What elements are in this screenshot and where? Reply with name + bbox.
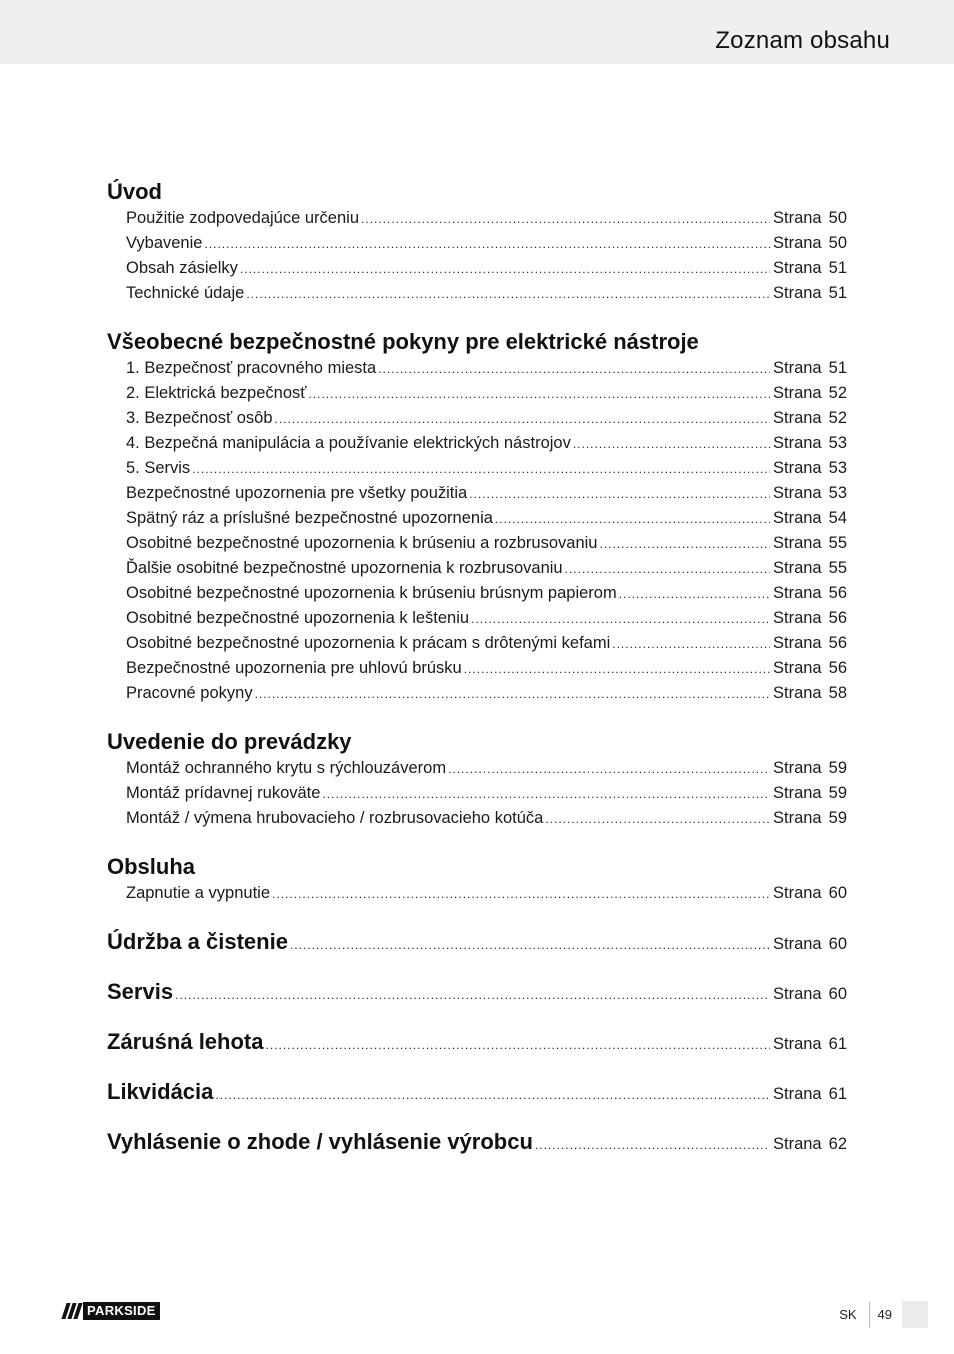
toc-page-ref <box>773 980 847 1008</box>
dot-leader <box>272 882 770 907</box>
toc-entry[interactable] <box>107 481 847 506</box>
toc-section <box>107 978 847 1006</box>
toc-entry-title: Použitie zodpovedajúce určeniu <box>126 209 359 227</box>
page-label: Strana <box>773 1035 822 1053</box>
page-label: Strana <box>773 809 822 827</box>
toc-section <box>107 178 847 306</box>
dot-leader <box>573 432 770 457</box>
page-label: Strana <box>773 384 822 402</box>
dot-leader <box>495 507 770 532</box>
toc-entry-title: Osobitné bezpečnostné upozornenia k lešteniu <box>126 609 470 627</box>
toc-page-ref <box>773 756 847 781</box>
dot-leader <box>361 207 770 232</box>
dot-leader <box>290 931 770 959</box>
toc-page-ref <box>773 256 847 281</box>
toc-entry[interactable] <box>107 456 847 481</box>
page-label: Strana <box>773 759 822 777</box>
page-number: 61 <box>828 1085 847 1103</box>
toc-section <box>107 1078 847 1106</box>
toc-entry-title: Obsah zásielky <box>126 259 238 277</box>
page-label: Strana <box>773 409 822 427</box>
table-of-contents <box>107 178 847 1156</box>
toc-entry[interactable] <box>107 781 847 806</box>
toc-page-ref <box>773 231 847 256</box>
page-label: Strana <box>773 534 822 552</box>
page-label: Strana <box>773 284 822 302</box>
page-number: 51 <box>828 284 847 302</box>
toc-section <box>107 1028 847 1056</box>
language-code: SK <box>839 1307 857 1322</box>
page-label: Strana <box>773 259 822 277</box>
page-label: Strana <box>773 609 822 627</box>
page-number: 60 <box>828 935 847 953</box>
dot-leader <box>599 532 770 557</box>
toc-entry-title: Montáž ochranného krytu s rýchlouzáverom <box>126 759 447 777</box>
toc-entry[interactable] <box>107 556 847 581</box>
toc-entry[interactable] <box>107 206 847 231</box>
page-number: 55 <box>828 559 847 577</box>
toc-entry-title: 1. Bezpečnosť pracovného miesta <box>126 359 377 377</box>
toc-page-ref <box>773 406 847 431</box>
toc-entry-title: Technické údaje <box>126 284 245 302</box>
dot-leader <box>246 282 770 307</box>
page-number: 50 <box>828 209 847 227</box>
toc-page-ref <box>773 481 847 506</box>
page-label: Strana <box>773 659 822 677</box>
page-label: Strana <box>773 509 822 527</box>
toc-entry[interactable] <box>107 431 847 456</box>
section-heading: Servis <box>107 979 174 1004</box>
page-label: Strana <box>773 484 822 502</box>
toc-entry[interactable] <box>107 531 847 556</box>
toc-entry[interactable] <box>107 806 847 831</box>
page-number: 53 <box>828 459 847 477</box>
footer-divider <box>869 1302 870 1328</box>
toc-page-ref <box>773 1130 847 1158</box>
toc-entry-title: Zapnutie a vypnutie <box>126 884 271 902</box>
page-number: 60 <box>828 884 847 902</box>
page-number: 53 <box>828 484 847 502</box>
dot-leader <box>619 582 770 607</box>
page-number: 51 <box>828 259 847 277</box>
toc-entry-title: Pracovné pokyny <box>126 684 253 702</box>
page-label: Strana <box>773 935 822 953</box>
section-heading: Všeobecné bezpečnostné pokyny pre elektrické nástroje <box>107 329 699 354</box>
page-label: Strana <box>773 584 822 602</box>
page-title: Zoznam obsahu <box>715 27 890 54</box>
toc-entry-title: Bezpečnostné upozornenia pre uhlovú brúsku <box>126 659 462 677</box>
toc-entry-title: 5. Servis <box>126 459 191 477</box>
toc-entry[interactable] <box>107 231 847 256</box>
toc-entry-title: Montáž / výmena hrubovacieho / rozbrusovacieho kotúča <box>126 809 544 827</box>
dot-leader <box>255 682 770 707</box>
toc-heading-entry[interactable] <box>107 1028 847 1056</box>
toc-heading-entry[interactable] <box>107 928 847 956</box>
toc-entry[interactable] <box>107 606 847 631</box>
toc-entry-title: Osobitné bezpečnostné upozornenia k brúseniu brúsnym papierom <box>126 584 617 602</box>
header-band <box>0 0 954 64</box>
page-label: Strana <box>773 209 822 227</box>
toc-page-ref <box>773 431 847 456</box>
page-number: 55 <box>828 534 847 552</box>
footer-page-info <box>839 1301 928 1328</box>
page-label: Strana <box>773 985 822 1003</box>
toc-page-ref <box>773 1080 847 1108</box>
toc-entry[interactable] <box>107 581 847 606</box>
page-number: 59 <box>828 759 847 777</box>
toc-page-ref <box>773 456 847 481</box>
page-number: 56 <box>828 609 847 627</box>
page-tab-marker <box>902 1301 928 1328</box>
toc-entry[interactable] <box>107 631 847 656</box>
page-number: 61 <box>828 1035 847 1053</box>
toc-page-ref <box>773 930 847 958</box>
toc-section <box>107 928 847 956</box>
page-label: Strana <box>773 1135 822 1153</box>
dot-leader <box>308 382 770 407</box>
page-label: Strana <box>773 684 822 702</box>
dot-leader <box>240 257 770 282</box>
page-label: Strana <box>773 434 822 452</box>
toc-page-ref <box>773 281 847 306</box>
section-heading: Záruśná lehota <box>107 1029 264 1054</box>
toc-entry[interactable] <box>107 681 847 706</box>
toc-entry[interactable] <box>107 381 847 406</box>
toc-page-ref <box>773 781 847 806</box>
toc-entry-title: Montáž prídavnej rukoväte <box>126 784 321 802</box>
page-number: 56 <box>828 659 847 677</box>
toc-page-ref <box>773 631 847 656</box>
page-number: 59 <box>828 784 847 802</box>
dot-leader <box>464 657 770 682</box>
page-label: Strana <box>773 634 822 652</box>
toc-page-ref <box>773 356 847 381</box>
page-number: 54 <box>828 509 847 527</box>
dot-leader <box>565 557 770 582</box>
page-label: Strana <box>773 359 822 377</box>
dot-leader <box>448 757 770 782</box>
toc-page-ref <box>773 581 847 606</box>
toc-heading-entry[interactable] <box>107 1078 847 1106</box>
toc-page-ref <box>773 381 847 406</box>
toc-page-ref <box>773 656 847 681</box>
page-number: 56 <box>828 634 847 652</box>
page-number: 62 <box>828 1135 847 1153</box>
dot-leader <box>175 981 770 1009</box>
section-heading: Likvidácia <box>107 1079 214 1104</box>
page-number: 49 <box>877 1307 892 1322</box>
dot-leader <box>469 482 770 507</box>
toc-entry[interactable] <box>107 406 847 431</box>
page-number: 53 <box>828 434 847 452</box>
toc-section <box>107 1128 847 1156</box>
section-heading: Údržba a čistenie <box>107 929 288 954</box>
dot-leader <box>265 1031 770 1059</box>
dot-leader <box>204 232 770 257</box>
section-heading: Obsluha <box>107 854 196 879</box>
dot-leader <box>275 407 770 432</box>
toc-entry[interactable] <box>107 881 847 906</box>
dot-leader <box>545 807 770 832</box>
page-number: 60 <box>828 985 847 1003</box>
toc-entry-title: Ďalšie osobitné bezpečnostné upozornenia k rozbrusovaniu <box>126 559 563 577</box>
toc-page-ref <box>773 806 847 831</box>
toc-entry[interactable] <box>107 256 847 281</box>
toc-page-ref <box>773 1030 847 1058</box>
toc-page-ref <box>773 506 847 531</box>
page-number: 52 <box>828 409 847 427</box>
page-number: 52 <box>828 384 847 402</box>
toc-entry-title: 4. Bezpečná manipulácia a používanie elektrických nástrojov <box>126 434 571 452</box>
toc-page-ref <box>773 206 847 231</box>
dot-leader <box>535 1131 770 1159</box>
page-number: 58 <box>828 684 847 702</box>
toc-entry[interactable] <box>107 356 847 381</box>
toc-page-ref <box>773 606 847 631</box>
toc-page-ref <box>773 681 847 706</box>
logo-stripes-icon <box>64 1303 80 1319</box>
toc-entry[interactable] <box>107 656 847 681</box>
toc-entry-title: Spätný ráz a príslušné bezpečnostné upozornenia <box>126 509 493 527</box>
page-label: Strana <box>773 459 822 477</box>
brand-name: PARKSIDE <box>83 1302 160 1320</box>
toc-entry[interactable] <box>107 756 847 781</box>
toc-section <box>107 328 847 706</box>
toc-entry-title: 2. Elektrická bezpečnosť <box>126 384 307 402</box>
toc-entry-title: Osobitné bezpečnostné upozornenia k prácam s drôtenými kefami <box>126 634 611 652</box>
toc-section <box>107 853 847 906</box>
dot-leader <box>192 457 770 482</box>
page-label: Strana <box>773 784 822 802</box>
toc-entry-title: Vybavenie <box>126 234 203 252</box>
toc-heading-entry[interactable] <box>107 1128 847 1156</box>
toc-entry-title: Bezpečnostné upozornenia pre všetky použitia <box>126 484 468 502</box>
dot-leader <box>322 782 770 807</box>
toc-entry[interactable] <box>107 506 847 531</box>
page-label: Strana <box>773 559 822 577</box>
toc-entry-title: Osobitné bezpečnostné upozornenia k brúseniu a rozbrusovaniu <box>126 534 598 552</box>
brand-logo <box>64 1302 176 1320</box>
page-label: Strana <box>773 1085 822 1103</box>
toc-page-ref <box>773 556 847 581</box>
section-heading: Vyhlásenie o zhode / vyhlásenie výrobcu <box>107 1129 533 1154</box>
toc-page-ref <box>773 531 847 556</box>
toc-entry-title: 3. Bezpečnosť osôb <box>126 409 273 427</box>
dot-leader <box>215 1081 770 1109</box>
toc-entry[interactable] <box>107 281 847 306</box>
toc-page-ref <box>773 881 847 906</box>
dot-leader <box>471 607 770 632</box>
page-number: 56 <box>828 584 847 602</box>
dot-leader <box>612 632 770 657</box>
toc-heading-entry[interactable] <box>107 978 847 1006</box>
page-number: 50 <box>828 234 847 252</box>
page-number: 59 <box>828 809 847 827</box>
page-label: Strana <box>773 884 822 902</box>
section-heading: Úvod <box>107 179 162 204</box>
dot-leader <box>378 357 770 382</box>
page-label: Strana <box>773 234 822 252</box>
section-heading: Uvedenie do prevádzky <box>107 729 352 754</box>
page-number: 51 <box>828 359 847 377</box>
toc-section <box>107 728 847 831</box>
